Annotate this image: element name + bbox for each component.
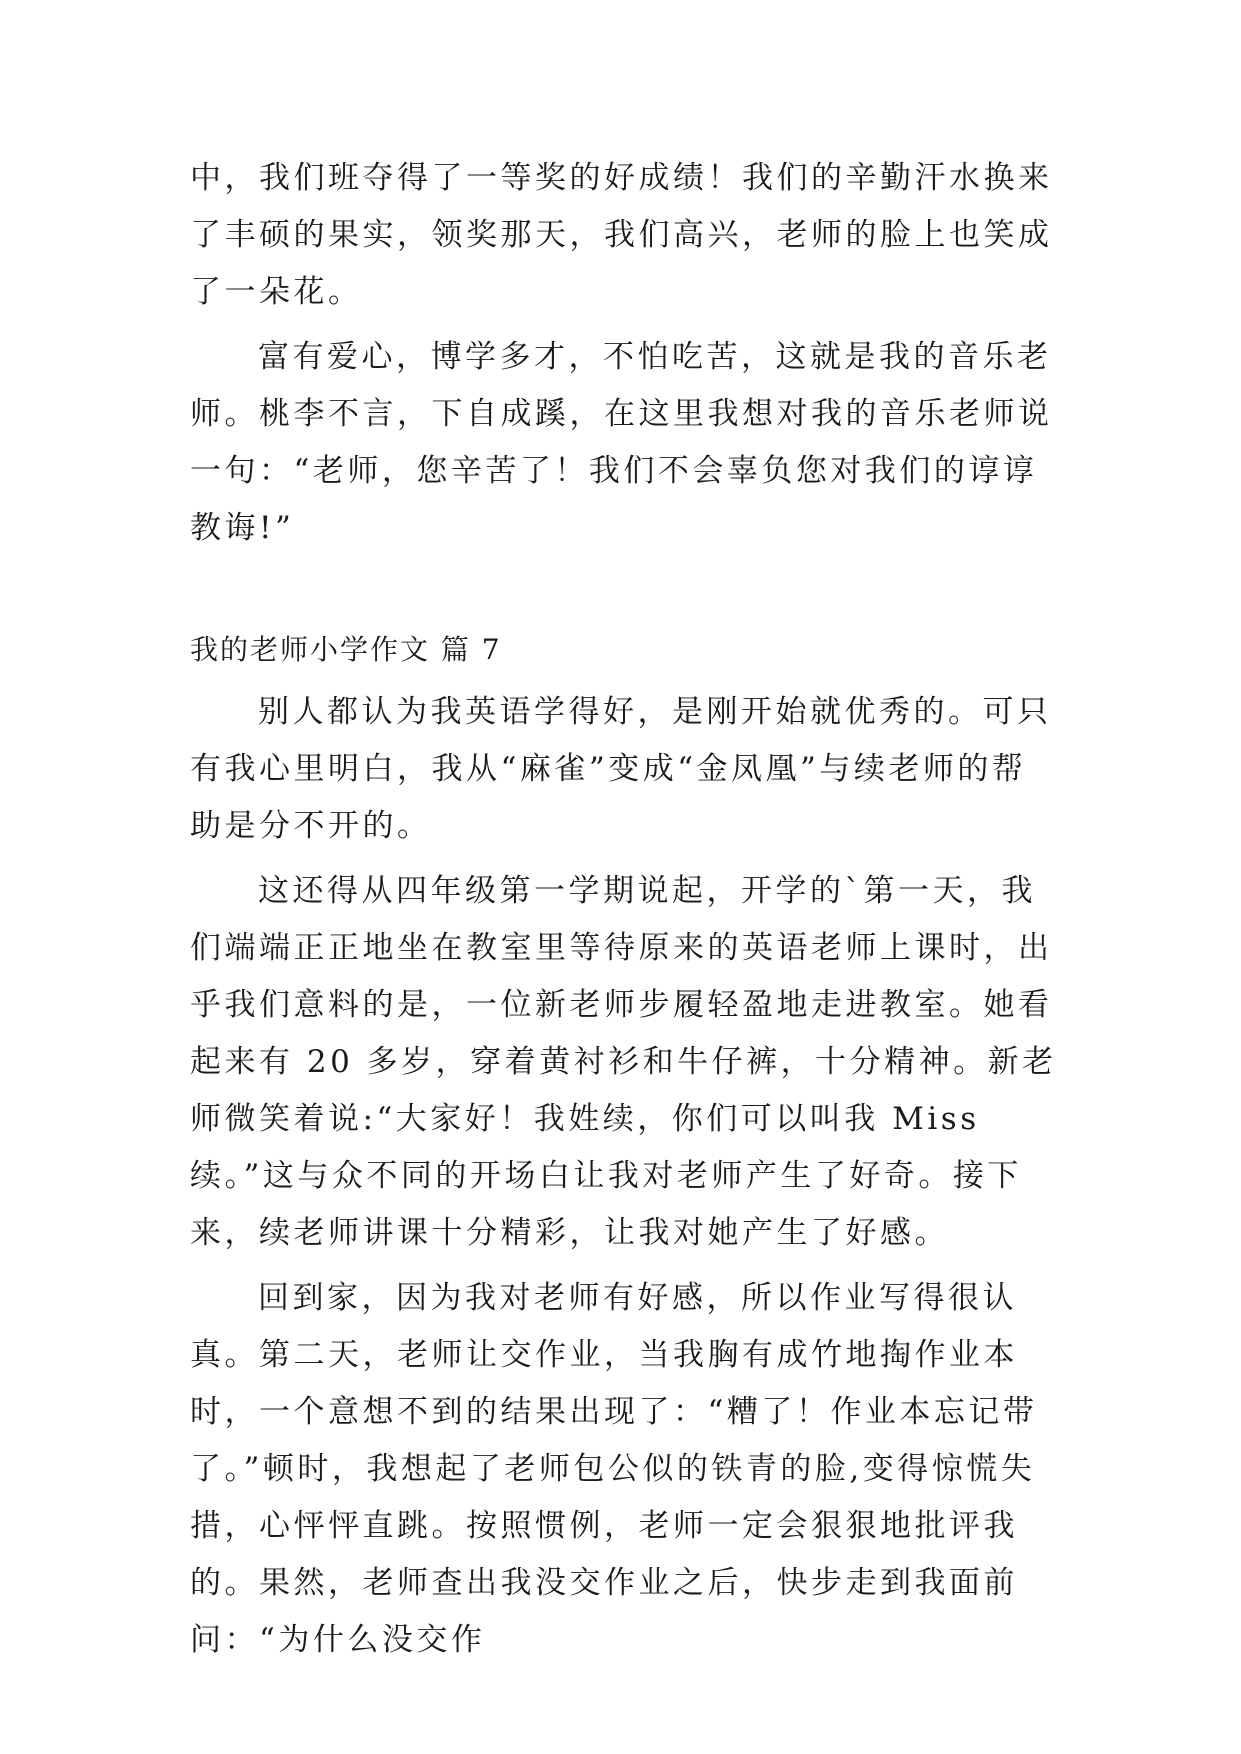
- paragraph-continued: 中，我们班夺得了一等奖的好成绩！我们的辛勤汗水换来了丰硕的果实，领奖那天，我们高兴，老师的脸上也笑成了一朵花。: [190, 160, 1053, 310]
- paragraph-homework: 回到家，因为我对老师有好感，所以作业写得很认真。第二天，老师让交作业，当我胸有成竹地掏作业本时，一个意想不到的结果出现了：“糟了！作业本忘记带了。”顿时，我想起了老师包公似的铁青的脸,变得惊慌失措，心怦怦直跳。按照惯例，老师一定会狠狠地批评我的。果然，老师查出我没交作业之后，快步走到我面前问：“为什么没交作: [190, 1280, 1038, 1658]
- paragraph-closing: 富有爱心，博学多才，不怕吃苦，这就是我的音乐老师。桃李不言，下自成蹊，在这里我想对我的音乐老师说一句：“老师，您辛苦了！我们不会辜负您对我们的谆谆教诲!”: [190, 339, 1053, 546]
- document-body: [190, 150, 1060, 1677]
- section-heading: 我的老师小学作文 篇 7: [190, 633, 502, 666]
- section-spacer: [190, 565, 1060, 621]
- paragraph-intro: 别人都认为我英语学得好，是刚开始就优秀的。可只有我心里明白，我从“麻雀”变成“金凤凰”与续老师的帮助是分不开的。: [190, 694, 1052, 844]
- paragraph-first-day: 这还得从四年级第一学期说起，开学的`第一天，我们端端正正地坐在教室里等待原来的英语老师上课时，出乎我们意料的是，一位新老师步履轻盈地走进教室。她看起来有 20 多岁，穿着黄衬衫和牛仔裤，十分精神。新老师微笑着说:“大家好！我姓续，你们可以叫我 Miss 续。”这与众不同的开场白让我对老师产生了好奇。接下来，续老师讲课十分精彩，让我对她产生了好感。: [190, 873, 1057, 1251]
